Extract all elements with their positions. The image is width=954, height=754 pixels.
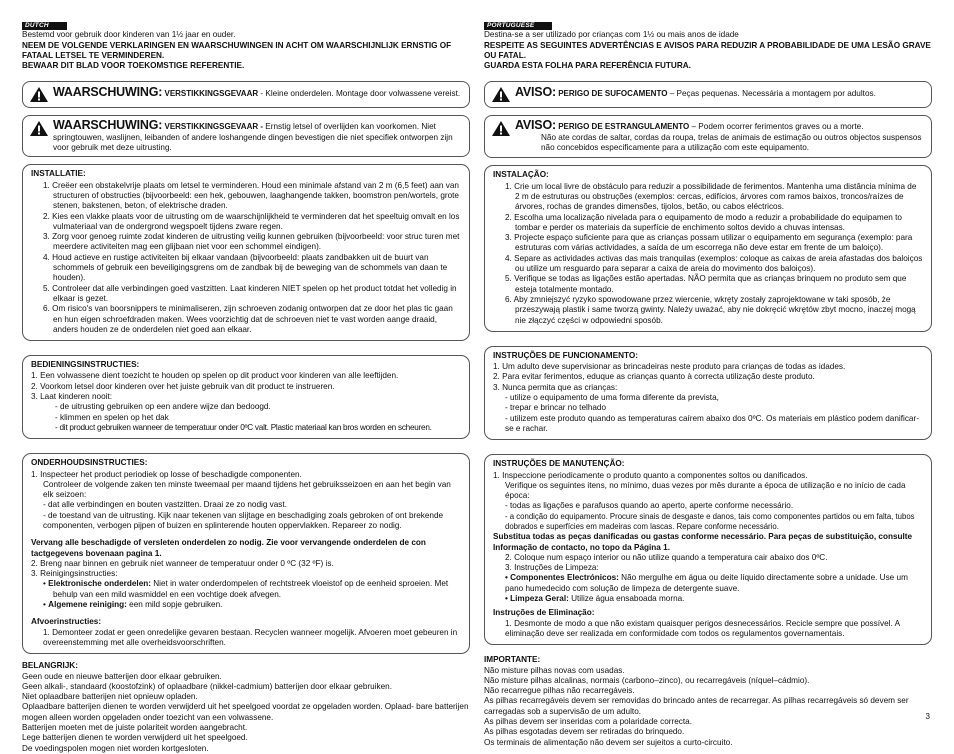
intro-keep: GUARDA ESTA FOLHA PARA REFERÊNCIA FUTURA. xyxy=(484,61,691,71)
intro-line: Bestemd voor gebruik door kinderen van 1½ jaar en ouder. xyxy=(22,30,236,40)
operation-box xyxy=(22,355,470,439)
list-item: 5. Controleer dat alle verbindingen goed vastzitten. Laat kinderen NIET spelen op het product totdat het volledig in elkaar is gezet. xyxy=(43,283,457,303)
language-tag: DUTCH xyxy=(22,22,67,30)
list-bullet: • Elektronische onderdelen: Niet in water onderdompelen of rechtstreek vloeistof op de eenheid sproeien. Met behulp van een mild wasmiddel en een vochtige doek afvegen. xyxy=(43,579,449,599)
replace-parts-note: Vervang alle beschadigde of versleten onderdelen zo nodig. Zie voor vervangende onderdelen de con tactgegevens bovenaan pagina 1. xyxy=(31,538,426,558)
warning-text-detail: Não ate cordas de saltar, cordas da roupa, trelas de animais de estimação ou outros objectos suspensos não concebidos especificamente para a utilização com este equipamento. xyxy=(541,132,922,153)
list-text: - todas as ligações e parafusos quando ao aperto, aperte conforme necessário. xyxy=(505,501,794,511)
section-title: IMPORTANTE: xyxy=(484,655,541,665)
section-title: BEDIENINGSINSTRUCTIES: xyxy=(31,360,140,370)
list-item: 3. Projecte espaço suficiente para que as crianças possam utilizar o equipamento em segurança (exemplo: para estruturas com várias actividades, a saída de um escorrega não deve estar em frente de um baloiço). xyxy=(505,233,913,253)
installation-box xyxy=(484,165,932,331)
warning-box-choking xyxy=(484,81,932,108)
important-line: Não misture pilhas novas com usadas. xyxy=(484,665,625,675)
list-item: 3. Nunca permita que as crianças: xyxy=(493,382,618,392)
warning-text: Ernstig letsel of overlijden kan voorkomen. Niet springtouwen, waslijnen, leibanden of andere loshangende dingen bevestigen die niet specifiek ontworpen zijn voor gebruik met deze uitrusting. xyxy=(53,122,453,153)
list-item: 1. Inspeccione periodicamente o produto quanto a componentes soltos ou danificados. xyxy=(493,470,808,480)
list-item: 1. Crie um local livre de obstáculo para reduzir a possibilidade de ferimentos. Mantenha uma distância mínima de 2 m de estruturas ou obstruções (exemplos: cercas, edifícios, árvores com ramos baixos, troncos/raízes de árvores, rochas de grandes dimensões, tijolos, betão, ou cabos eléctricos. xyxy=(505,181,917,212)
intro-keep: BEWAAR DIT BLAD VOOR TOEKOMSTIGE REFERENTIE. xyxy=(22,61,245,71)
important-line: De voedingspolen mogen niet worden kortgesloten. xyxy=(22,743,209,753)
list-item: 5. Verifique se todas as ligações estão apertadas. NÃO permita que as crianças brinquem no produto sem que esteja totalmente montado. xyxy=(505,274,907,294)
maintenance-box xyxy=(22,453,470,654)
list-item: 1. Een volwassene dient toezicht te houden op spelen op dit product voor kinderen van alle leeftijden. xyxy=(31,371,399,381)
important-line: Geen alkali-, standaard (koostofzink) of oplaadbare (nikkel-cadmium) batterijen door elkaar gebruiken. xyxy=(22,681,392,691)
operation-box xyxy=(484,346,932,440)
important-line: Não misture pilhas alcalinas, normais (carbono–zinco), ou recarregáveis (níquel–cádmio). xyxy=(484,675,810,685)
list-item: 3. Zorg voor genoeg ruimte zodat kinderen de uitrusting veilig kunnen gebruiken (bijvoorbeeld: voor struc turen met meerdere activiteiten mag een glijbaan niet voor een schommel eindigen). xyxy=(43,232,460,252)
intro-line: Destina-se a ser utilizado por crianças com 1½ ou mais anos de idade xyxy=(484,30,739,40)
page-number: 3 xyxy=(925,712,930,721)
warning-title: AVISO: xyxy=(515,118,556,133)
disposal-text: 1. Demonteer zodat er geen onredelijke gevaren bestaan. Recyclen wanneer mogelijk. Afvoeren moet gebeuren in overeenstemming met alle overheidsvoorschriften. xyxy=(43,627,458,647)
language-tag: PORTUGUESE xyxy=(484,22,552,30)
dutch-column xyxy=(22,20,470,754)
important-line: Batterijen moeten met de juiste polariteit worden aangebracht. xyxy=(22,723,248,733)
list-item: 1. Inspecteer het product periodiek op losse of beschadigde componenten. xyxy=(31,469,302,479)
important-section xyxy=(484,655,932,748)
warning-title: WAARSCHUWING: xyxy=(53,85,163,100)
warning-box-choking xyxy=(22,81,470,108)
list-item: 4. Separe as actividades activas das mais tranquilas (exemplos: coloque as caixas de areia afastadas dos baloiços ou utilize um resguardo para separar a caixa de areia do movimento dos baloiços). xyxy=(505,253,923,274)
installation-box xyxy=(22,164,470,341)
list-subitem: - dit product gebruiken wanneer de temperatuur onder 0ºC valt. Plastic materiaal kan bros worden en scheuren. xyxy=(55,422,432,432)
warning-triangle-icon xyxy=(29,120,49,137)
section-title: ONDERHOUDSINSTRUCTIES: xyxy=(31,458,148,468)
portuguese-column xyxy=(484,20,932,748)
list-text: Controleer de volgende zaken ten minste tweemaal per maand tijdens het gebruiksseizoen en aan het begin van elk seizoen: xyxy=(43,479,451,500)
list-item: 2. Escolha uma localização nivelada para o equipamento de modo a reduzir a probabilidade do equipamen to tombar e perder os materiais da superfície de enchimento soltos devido a chuvas intensas. xyxy=(505,212,902,232)
intro-warning: RESPEITE AS SEGUINTES ADVERTÊNCIAS E AVISOS PARA REDUZIR A PROBABILIDADE DE UMA LESÃO GRAVE OU FATAL. xyxy=(484,40,931,60)
important-line: Niet oplaadbare batterijen niet opnieuw opladen. xyxy=(22,692,198,702)
section-title: INSTALAÇÃO: xyxy=(493,170,549,180)
list-subitem: - trepar e brincar no telhado xyxy=(505,403,607,413)
warning-text: – Peças pequenas. Necessária a montagem por adultos. xyxy=(667,89,876,99)
section-title: INSTRUÇÕES DE FUNCIONAMENTO: xyxy=(493,350,638,360)
list-subitem: - klimmen en spelen op het dak xyxy=(55,412,169,422)
list-item: 2. Kies een vlakke plaats voor de uitrusting om de waarschijnlijkheid te verminderen dat het speeltuig omvalt en los vulmateriaal van de ondergrond wegspoelt tijdens zware regen. xyxy=(43,211,460,231)
important-line: As pilhas esgotadas devem ser retiradas do brinquedo. xyxy=(484,727,685,737)
section-title: INSTALLATIE: xyxy=(31,169,86,179)
important-line: Os terminais de alimentação não devem ser sujeitos a curto-circuito. xyxy=(484,737,733,747)
important-line: Oplaadbare batterijen dienen te worden verwijderd uit het speelgoed voordat ze opgeladen worden. Oplaad- bare batterijen mogen alleen worden opgeladen onder toezicht van een volwassene. xyxy=(22,702,469,722)
warning-title: AVISO: xyxy=(515,85,556,100)
list-item: 6. Aby zmniejszyć ryzyko spowodowane przez wiercenie, wkręty zostały zaprojektowane w taki sposób, że przeszywają plastik i same tworzą gwinty. Należy uważać, aby nie dokręcić wkrętów zbyt mocno, inaczej mogą nie złączyć części w odpowiedni sposób. xyxy=(505,294,916,325)
important-section xyxy=(22,661,470,754)
warning-subtitle: PERIGO DE SUFOCAMENTO xyxy=(558,89,668,99)
warning-text: - Kleine onderdelen. Montage door volwassene vereist. xyxy=(258,89,461,99)
list-item: 2. Voorkom letsel door kinderen over het juiste gebruik van dit product te instrueren. xyxy=(31,381,335,391)
important-line: As pilhas devem ser inseridas com a polaridade correcta. xyxy=(484,717,692,727)
list-item: 6. Om risico's van boorsnippers te minimaliseren, zijn schroeven zodanig ontworpen dat ze door het plas tic gaan en hun eigen schroefdraden maken. Wees voorzichtig dat de schroeven niet te vast worden aange draaid, anders houden ze de onderdelen niet goed aan elkaar. xyxy=(43,304,453,334)
replace-parts-note: Substitua todas as peças danificadas ou gastas conforme necessário. Para peças de substituição, consulte Informação de contacto, no topo da Página 1. xyxy=(493,532,913,552)
list-item: 2. Para evitar ferimentos, eduque as crianças quanto à correcta utilização deste produto. xyxy=(493,372,815,382)
list-item: 4. Houd actieve en rustige activiteiten bij elkaar vandaan (bijvoorbeeld: plaats zandbakken uit de buurt van schommels of gebruik een beveiligingsgrens om de zandbak bij de beweging van de schommels van daan te houden). xyxy=(43,252,448,283)
list-bullet: • Limpeza Geral: Utilize água ensaboada morna. xyxy=(505,594,685,604)
list-text: - a condição do equipamento. Procure sinais de desgaste e danos, tais como componentes partidos ou em falta, tubos dobrados e superfícies em madeiras com lascas. Repare conforme necessário. xyxy=(505,511,915,531)
warning-title: WAARSCHUWING: xyxy=(53,118,163,133)
important-line: Lege batterijen dienen te worden verwijderd uit het speelgoed. xyxy=(22,733,248,743)
important-line: As pilhas recarregáveis devem ser removidas do brincado antes de recarregar. As pilhas recarregáveis só devem ser carregadas sob a supervisão de um adulto. xyxy=(484,696,909,716)
warning-subtitle: VERSTIKKINGSGEVAAR - xyxy=(164,122,264,132)
warning-box-strangulation xyxy=(484,115,932,158)
warning-box-strangulation xyxy=(22,115,470,157)
disposal-title: Instruções de Eliminação: xyxy=(493,608,595,618)
list-text: - de toestand van de uitrusting. Kijk naar tekenen van slijtage en beschadiging zoals gebroken of ont brekende componenten, verbogen pijpen of buizen en splinterende houten oppervlakken. Repareer zo nodig. xyxy=(43,510,444,530)
intro-warning: NEEM DE VOLGENDE VERKLARINGEN EN WAARSCHUWINGEN IN ACHT OM WAARSCHIJNLIJK ERNSTIG OF FATAAL LETSEL TE VERMINDEREN. xyxy=(22,40,452,60)
warning-subtitle: PERIGO DE ESTRANGULAMENTO xyxy=(558,122,690,132)
warning-triangle-icon xyxy=(491,120,511,137)
important-line: Geen oude en nieuwe batterijen door elkaar gebruiken. xyxy=(22,671,222,681)
list-text: Verifique os seguintes itens, no mínimo, duas vezes por mês durante a época de utilização e no início de cada época: xyxy=(505,480,906,501)
warning-subtitle: VERSTIKKINGSGEVAAR xyxy=(164,89,259,99)
list-text: - dat alle verbindingen en bouten vastzitten. Draai ze zo nodig vast. xyxy=(43,500,287,510)
list-item: 3. Reinigingsinstructies: xyxy=(31,569,118,579)
maintenance-box xyxy=(484,454,932,645)
warning-text: – Podem ocorrer ferimentos graves ou a morte. xyxy=(689,122,864,132)
section-title: BELANGRIJK: xyxy=(22,661,78,671)
list-item: 2. Coloque num espaço interior ou não utilize quando a temperatura cair abaixo dos 0ºC. xyxy=(505,552,828,562)
list-item: 3. Laat kinderen nooit: xyxy=(31,392,113,402)
warning-triangle-icon xyxy=(491,86,511,103)
list-bullet: • Componentes Electrónicos: Não mergulhe em água ou deite líquido directamente sobre a unidade. Use um pano humedecido com solução de limpeza de detergente suave. xyxy=(505,573,908,593)
list-subitem: - utilizem este produto quando as temperaturas caírem abaixo dos 0ºC. Os materiais em plástico podem danificar-se e rachar. xyxy=(505,413,919,433)
list-subitem: - utilize o equipamento de uma forma diferente da prevista, xyxy=(505,393,719,403)
important-line: Não recarregue pilhas não recarregáveis. xyxy=(484,686,635,696)
section-title: INSTRUÇÕES DE MANUTENÇÃO: xyxy=(493,459,625,469)
disposal-title: Afvoerinstructies: xyxy=(31,617,102,627)
list-item: 2. Breng naar binnen en gebruik niet wanneer de temperatuur onder 0 ºC (32 ºF) is. xyxy=(31,558,334,568)
disposal-text: 1. Desmonte de modo a que não existam quaisquer perigos desnecessários. Recicle sempre que possível. A eliminação deve ser realizada em conformidade com todos os regulamentos governamentais. xyxy=(505,618,900,638)
list-bullet: • Algemene reiniging: een mild sopje gebruiken. xyxy=(43,600,223,610)
list-subitem: - de uitrusting gebruiken op een andere wijze dan bedoogd. xyxy=(55,402,271,412)
list-item: 1. Um adulto deve supervisionar as brincadeiras neste produto para crianças de todas as idades. xyxy=(493,362,846,372)
warning-triangle-icon xyxy=(29,86,49,103)
list-item: 1. Creëer een obstakelvrije plaats om letsel te verminderen. Houd een minimale afstand van 2 m (6,5 feet) aan van structuren of obstructies (bijvoorbeeld: een hek, gebouwen, laaghangende takken, boomstron pen/wortels, grote stenen, bakstenen, beton, of elektrische draden. xyxy=(43,180,459,211)
list-item: 3. Instruções de Limpeza: xyxy=(505,563,599,573)
